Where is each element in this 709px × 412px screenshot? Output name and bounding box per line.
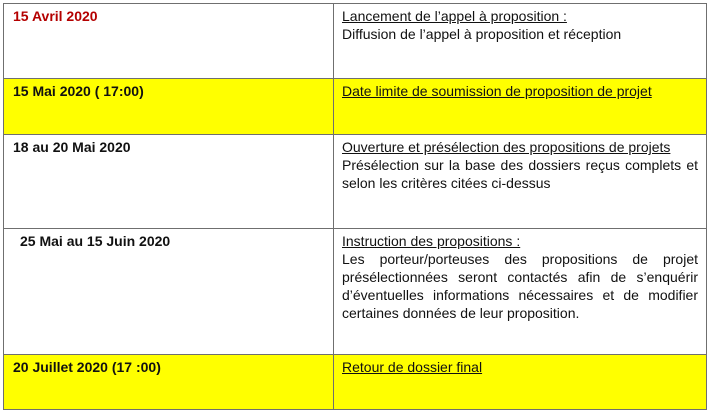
table-row	[4, 4, 707, 79]
step-description: Diffusion de l’appel à proposition et réception	[342, 26, 622, 42]
date-cell: 18 au 20 Mai 2020	[4, 135, 334, 229]
description-cell	[334, 4, 707, 79]
step-description: Les porteur/porteuses des propositions de projet présélectionnées seront contactés afin de s’enquérir d’éventuelles informations nécessaires et de modifier certaines données de leur proposition.	[342, 251, 698, 321]
date-cell: 25 Mai au 15 Juin 2020	[4, 229, 334, 355]
description-cell	[334, 355, 707, 410]
description-cell	[334, 229, 707, 355]
timeline-table	[3, 3, 707, 410]
step-title: Date limite de soumission de proposition de projet	[342, 83, 652, 99]
table-row	[4, 79, 707, 135]
date-cell: 15 Mai 2020 ( 17:00)	[4, 79, 334, 135]
step-title: Retour de dossier final	[342, 359, 483, 375]
step-description: Présélection sur la base des dossiers reçus complets et selon les critères citées ci-dessus	[342, 157, 698, 191]
description-cell	[334, 135, 707, 229]
date-cell: 15 Avril 2020	[4, 4, 334, 79]
date-cell: 20 Juillet 2020 (17 :00)	[4, 355, 334, 410]
table-row	[4, 229, 707, 355]
table-row	[4, 355, 707, 410]
step-title: Ouverture et présélection des propositions de projets	[342, 139, 671, 155]
step-title: Lancement de l’appel à proposition :	[342, 8, 567, 24]
table-row	[4, 135, 707, 229]
step-title: Instruction des propositions :	[342, 233, 521, 249]
description-cell	[334, 79, 707, 135]
